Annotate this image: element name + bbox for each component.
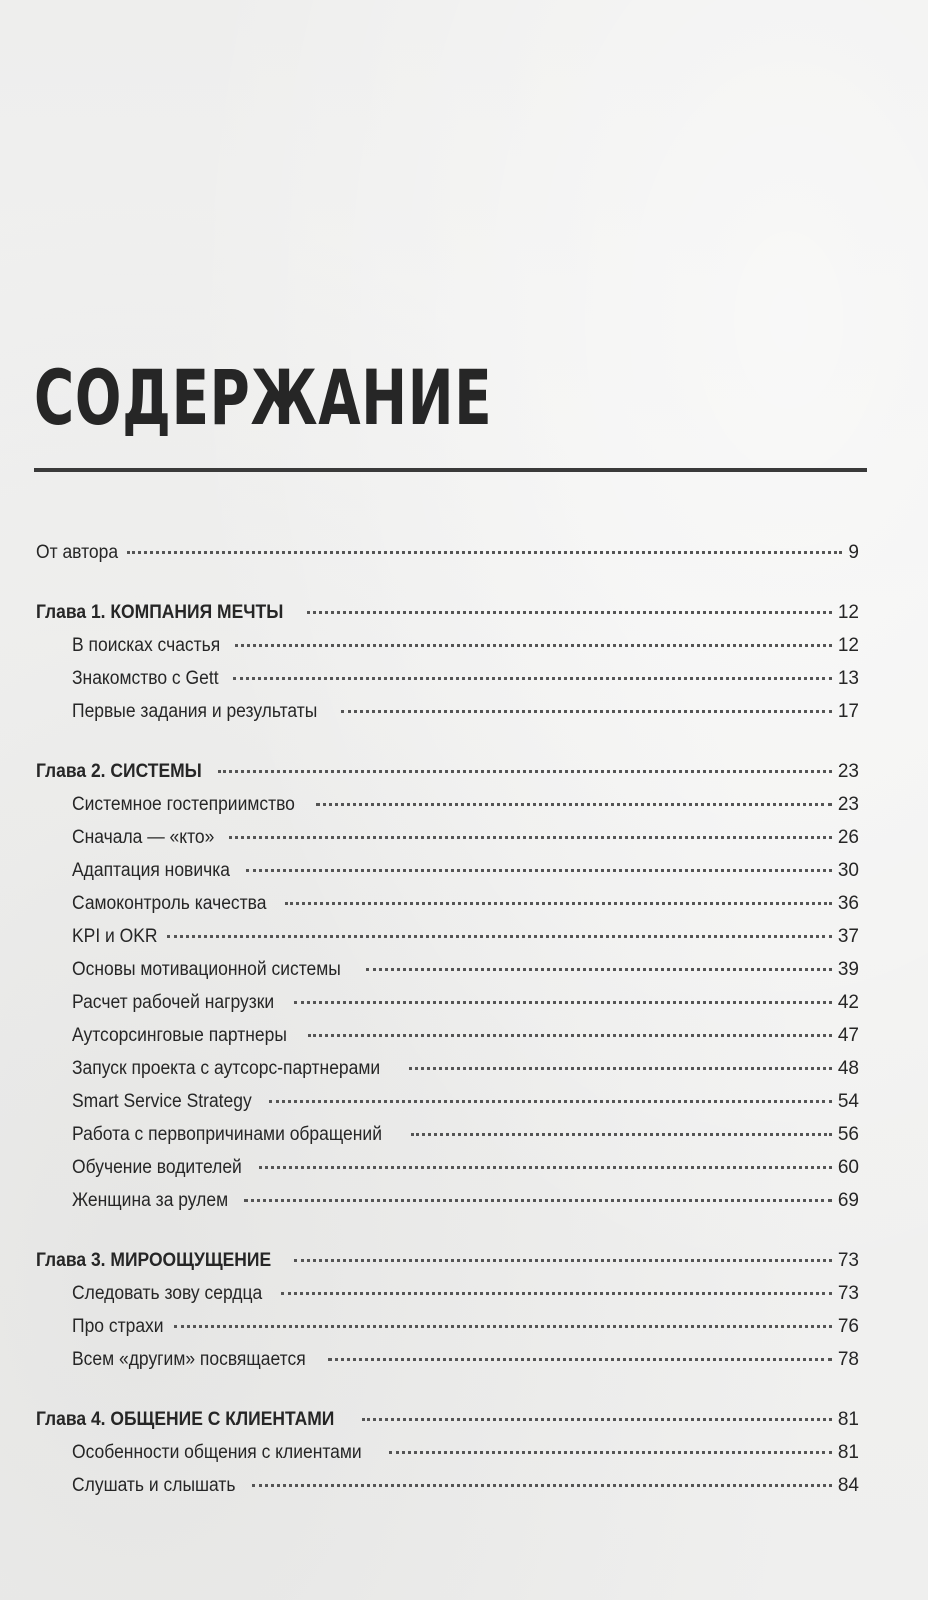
- toc-label: Расчет рабочей нагрузки: [72, 992, 275, 1013]
- toc-label: Основы мотивационной системы: [72, 959, 341, 980]
- dot-leader: [233, 677, 832, 680]
- dot-leader: [328, 1358, 832, 1361]
- toc-label: Глава 2. СИСТЕМЫ: [36, 761, 202, 782]
- toc-page-number: 73: [837, 1283, 859, 1304]
- toc-page-number: 12: [837, 602, 859, 623]
- dot-leader: [244, 1199, 832, 1202]
- toc-chapter-3: [36, 1244, 859, 1277]
- dot-leader: [341, 710, 832, 713]
- toc-page-number: 47: [837, 1025, 859, 1046]
- dot-leader: [218, 770, 832, 773]
- toc-label: В поисках счастья: [72, 635, 221, 656]
- toc-label: Сначала — «кто»: [72, 827, 215, 848]
- toc-entry-preface: [36, 536, 859, 569]
- toc-page-number: 23: [837, 761, 859, 782]
- toc-label: Самоконтроль качества: [72, 893, 267, 914]
- spacer: [36, 1376, 859, 1403]
- toc-label: Глава 4. ОБЩЕНИЕ С КЛИЕНТАМИ: [36, 1409, 335, 1430]
- toc-section: [36, 788, 859, 821]
- spacer: [36, 1217, 859, 1244]
- spacer: [36, 728, 859, 755]
- dot-leader: [167, 935, 832, 938]
- dot-leader: [362, 1418, 832, 1421]
- title-divider: [34, 468, 867, 472]
- dot-leader: [294, 1259, 832, 1262]
- toc-chapter-2: [36, 755, 859, 788]
- toc-section: [36, 1052, 859, 1085]
- toc-page-number: 78: [837, 1349, 859, 1370]
- toc-section: [36, 1343, 859, 1376]
- toc-page-number: 37: [837, 926, 859, 947]
- toc-section: [36, 1019, 859, 1052]
- toc-section: [36, 1184, 859, 1217]
- toc-section: [36, 1151, 859, 1184]
- dot-leader: [316, 803, 832, 806]
- toc-label: Особенности общения с клиентами: [72, 1442, 362, 1463]
- toc-section: [36, 986, 859, 1019]
- toc-label: Запуск проекта с аутсорс-партнерами: [72, 1058, 381, 1079]
- toc-label: Глава 3. МИРООЩУЩЕНИЕ: [36, 1250, 272, 1271]
- dot-leader: [229, 836, 832, 839]
- toc-page-number: 39: [837, 959, 859, 980]
- toc-page-number: 9: [848, 542, 859, 563]
- toc-section: [36, 662, 859, 695]
- toc-page-number: 76: [837, 1316, 859, 1337]
- dot-leader: [308, 1034, 832, 1037]
- page-title: СОДЕРЖАНИЕ: [34, 353, 493, 442]
- toc-label: KPI и OKR: [72, 926, 158, 947]
- toc-page-number: 26: [837, 827, 859, 848]
- toc-section: [36, 1085, 859, 1118]
- toc-page-number: 84: [837, 1475, 859, 1496]
- dot-leader: [252, 1484, 832, 1487]
- toc-section: [36, 629, 859, 662]
- toc-label: Глава 1. КОМПАНИЯ МЕЧТЫ: [36, 602, 284, 623]
- table-of-contents: [36, 536, 859, 1502]
- toc-page-number: 56: [837, 1124, 859, 1145]
- dot-leader: [174, 1325, 832, 1328]
- toc-section: [36, 1277, 859, 1310]
- toc-label: Адаптация новичка: [72, 860, 230, 881]
- toc-label: Аутсорсинговые партнеры: [72, 1025, 287, 1046]
- toc-section: [36, 953, 859, 986]
- toc-page-number: 12: [837, 635, 859, 656]
- toc-page-number: 81: [837, 1409, 859, 1430]
- spacer: [36, 569, 859, 596]
- dot-leader: [409, 1067, 832, 1070]
- toc-label: Системное гостеприимство: [72, 794, 295, 815]
- dot-leader: [259, 1166, 832, 1169]
- dot-leader: [235, 644, 832, 647]
- toc-page-number: 81: [837, 1442, 859, 1463]
- toc-label: Работа с первопричинами обращений: [72, 1124, 382, 1145]
- toc-page-number: 54: [837, 1091, 859, 1112]
- toc-label: Всем «другим» посвящается: [72, 1349, 306, 1370]
- dot-leader: [389, 1451, 832, 1454]
- toc-label: Обучение водителей: [72, 1157, 242, 1178]
- toc-chapter-1: [36, 596, 859, 629]
- dot-leader: [281, 1292, 832, 1295]
- toc-page-number: 36: [837, 893, 859, 914]
- dot-leader: [366, 968, 832, 971]
- toc-page-number: 17: [837, 701, 859, 722]
- toc-page-number: 60: [837, 1157, 859, 1178]
- toc-page-number: 13: [837, 668, 859, 689]
- toc-label: Женщина за рулем: [72, 1190, 229, 1211]
- toc-section: [36, 1310, 859, 1343]
- toc-page-number: 48: [837, 1058, 859, 1079]
- toc-section: [36, 854, 859, 887]
- toc-label: Smart Service Strategy: [72, 1091, 252, 1112]
- toc-section: [36, 920, 859, 953]
- dot-leader: [411, 1133, 832, 1136]
- toc-page-number: 69: [837, 1190, 859, 1211]
- toc-page-number: 30: [837, 860, 859, 881]
- toc-page-number: 73: [837, 1250, 859, 1271]
- toc-label: Про страхи: [72, 1316, 164, 1337]
- toc-section: [36, 695, 859, 728]
- toc-page-number: 23: [837, 794, 859, 815]
- dot-leader: [269, 1100, 832, 1103]
- toc-label: Знакомство с Gett: [72, 668, 219, 689]
- dot-leader: [127, 551, 842, 554]
- toc-section: [36, 887, 859, 920]
- toc-section: [36, 1436, 859, 1469]
- toc-label: Следовать зову сердца: [72, 1283, 263, 1304]
- toc-section: [36, 1118, 859, 1151]
- dot-leader: [246, 869, 832, 872]
- toc-label: Слушать и слышать: [72, 1475, 236, 1496]
- dot-leader: [285, 902, 831, 905]
- toc-section: [36, 821, 859, 854]
- toc-page-number: 42: [837, 992, 859, 1013]
- toc-chapter-4: [36, 1403, 859, 1436]
- dot-leader: [307, 611, 832, 614]
- toc-label: Первые задания и результаты: [72, 701, 318, 722]
- toc-label: От автора: [36, 542, 119, 563]
- dot-leader: [294, 1001, 832, 1004]
- toc-section: [36, 1469, 859, 1502]
